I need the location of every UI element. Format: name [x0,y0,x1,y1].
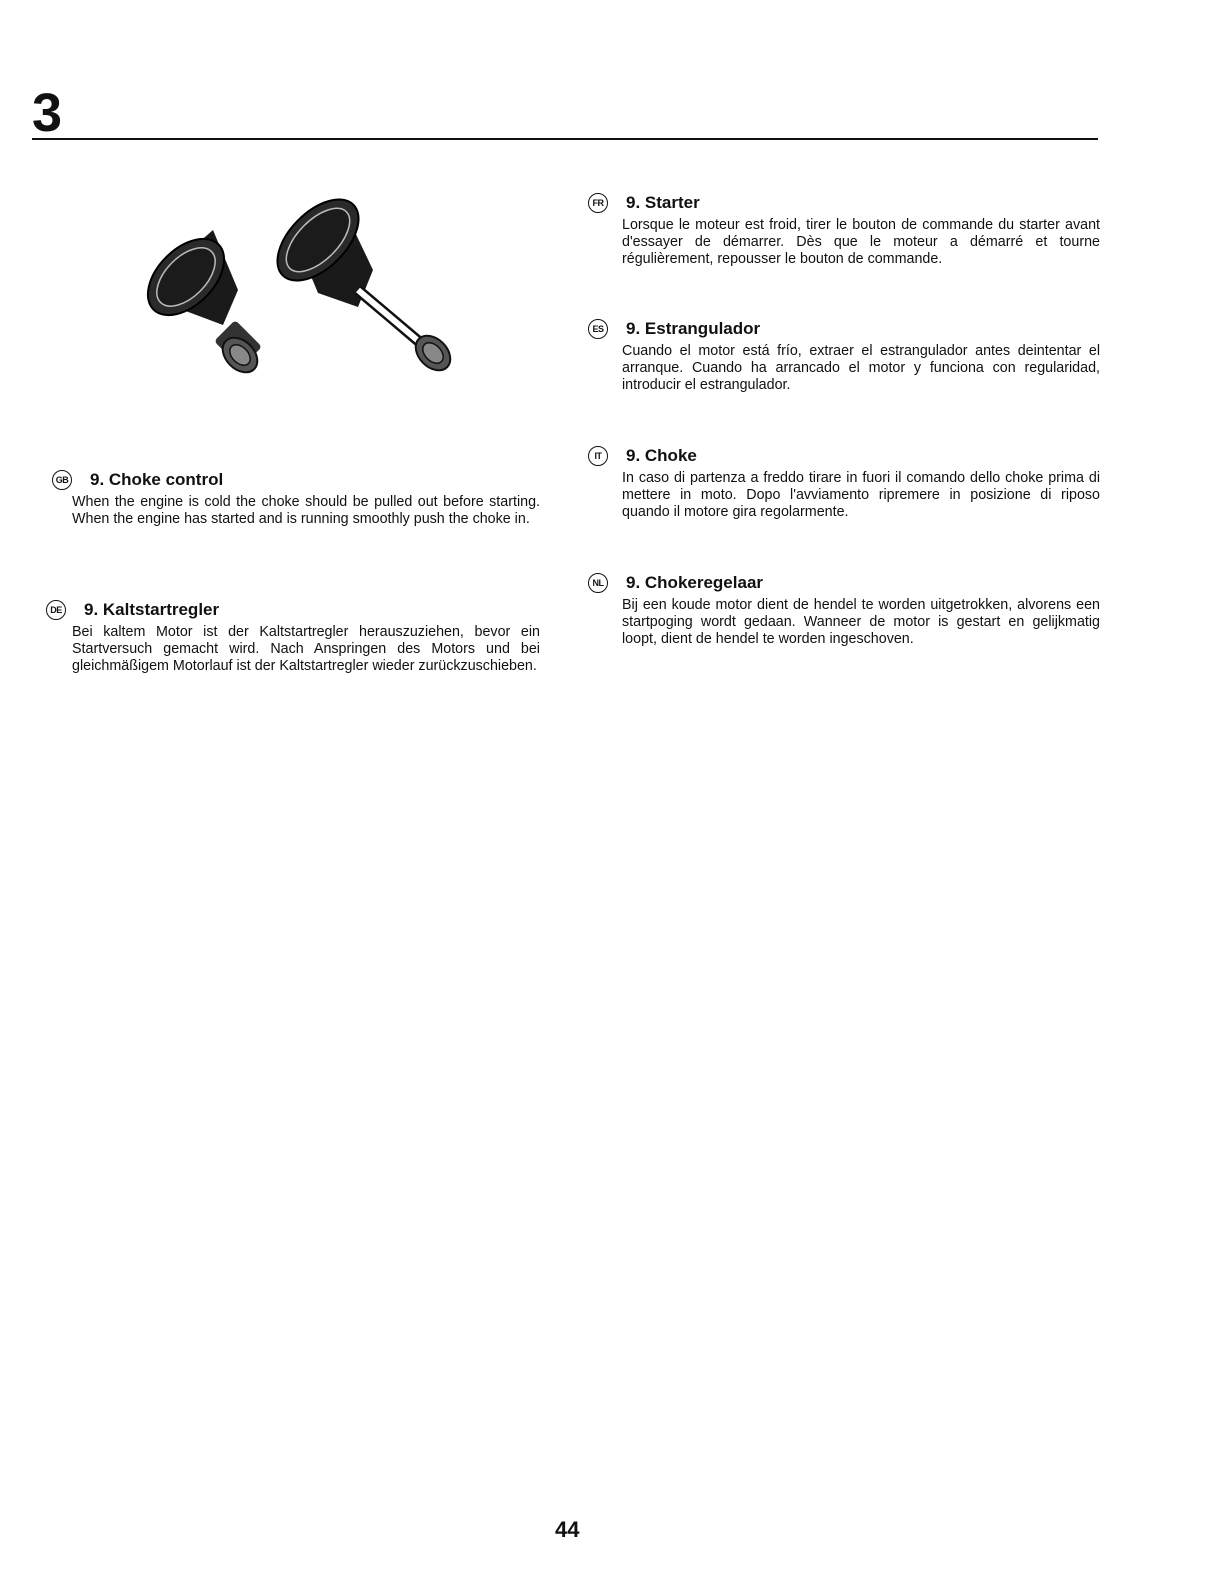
it-section-body: In caso di partenza a freddo tirare in fuori il comando dello choke prima di mettere in moto. Dopo l'avviamento ripremere in posizione di riposo quando il motore gira regolarmente. [622,470,1100,521]
section-es [588,317,1100,395]
gb-section-title: 9. Choke control [90,470,224,489]
choke-knob-pulled-out [263,195,457,377]
choke-knob-illustration [128,195,478,395]
section-gb [52,468,540,528]
it-section-title: 9. Choke [626,446,697,465]
section-nl [588,571,1100,649]
page-number: 44 [555,1517,580,1542]
es-section-body: Cuando el motor está frío, extraer el estrangulador antes deintentar el arranque. Cuando ha arrancado el motor y funciona con regularidad, introducir el estrangulador. [622,343,1100,394]
gb-section-body: When the engine is cold the choke should be pulled out before starting. When the engine has started and is running smoothly push the choke in. [72,494,540,528]
section-it [588,444,1100,522]
es-language-badge: ES [588,319,608,339]
gb-language-badge: GB [52,470,72,490]
header-rule [32,138,1098,140]
nl-section-body: Bij een koude motor dient de hendel te worden uitgetrokken, alvorens een startpoging wordt gedaan. Wanneer de motor is gestart en gelijkmatig loopt, dient de hendel te worden ingeschoven. [622,597,1100,648]
nl-section-title: 9. Chokeregelaar [626,573,764,592]
nl-language-badge: NL [588,573,608,593]
choke-knob-pushed-in [134,225,264,379]
chapter-number: 3 [32,83,63,143]
de-section-body: Bei kaltem Motor ist der Kaltstartregler herauszuziehen, bevor ein Startversuch gemacht wird. Nach Anspringen des Motors und bei gleichmäßigem Motorlauf ist der Kaltstartregler wieder zurückzuschieben. [72,624,540,675]
es-section-title: 9. Estrangulador [626,319,761,338]
section-de [46,598,540,676]
fr-section-body: Lorsque le moteur est froid, tirer le bouton de commande du starter avant d'essayer de démarrer. Dès que le moteur a démarré et tourne régulièrement, repousser le bouton de commande. [622,217,1100,268]
de-section-title: 9. Kaltstartregler [84,600,220,619]
fr-section-title: 9. Starter [626,193,700,212]
it-language-badge: IT [588,446,608,466]
section-fr [588,191,1100,269]
fr-language-badge: FR [588,193,608,213]
de-language-badge: DE [46,600,66,620]
